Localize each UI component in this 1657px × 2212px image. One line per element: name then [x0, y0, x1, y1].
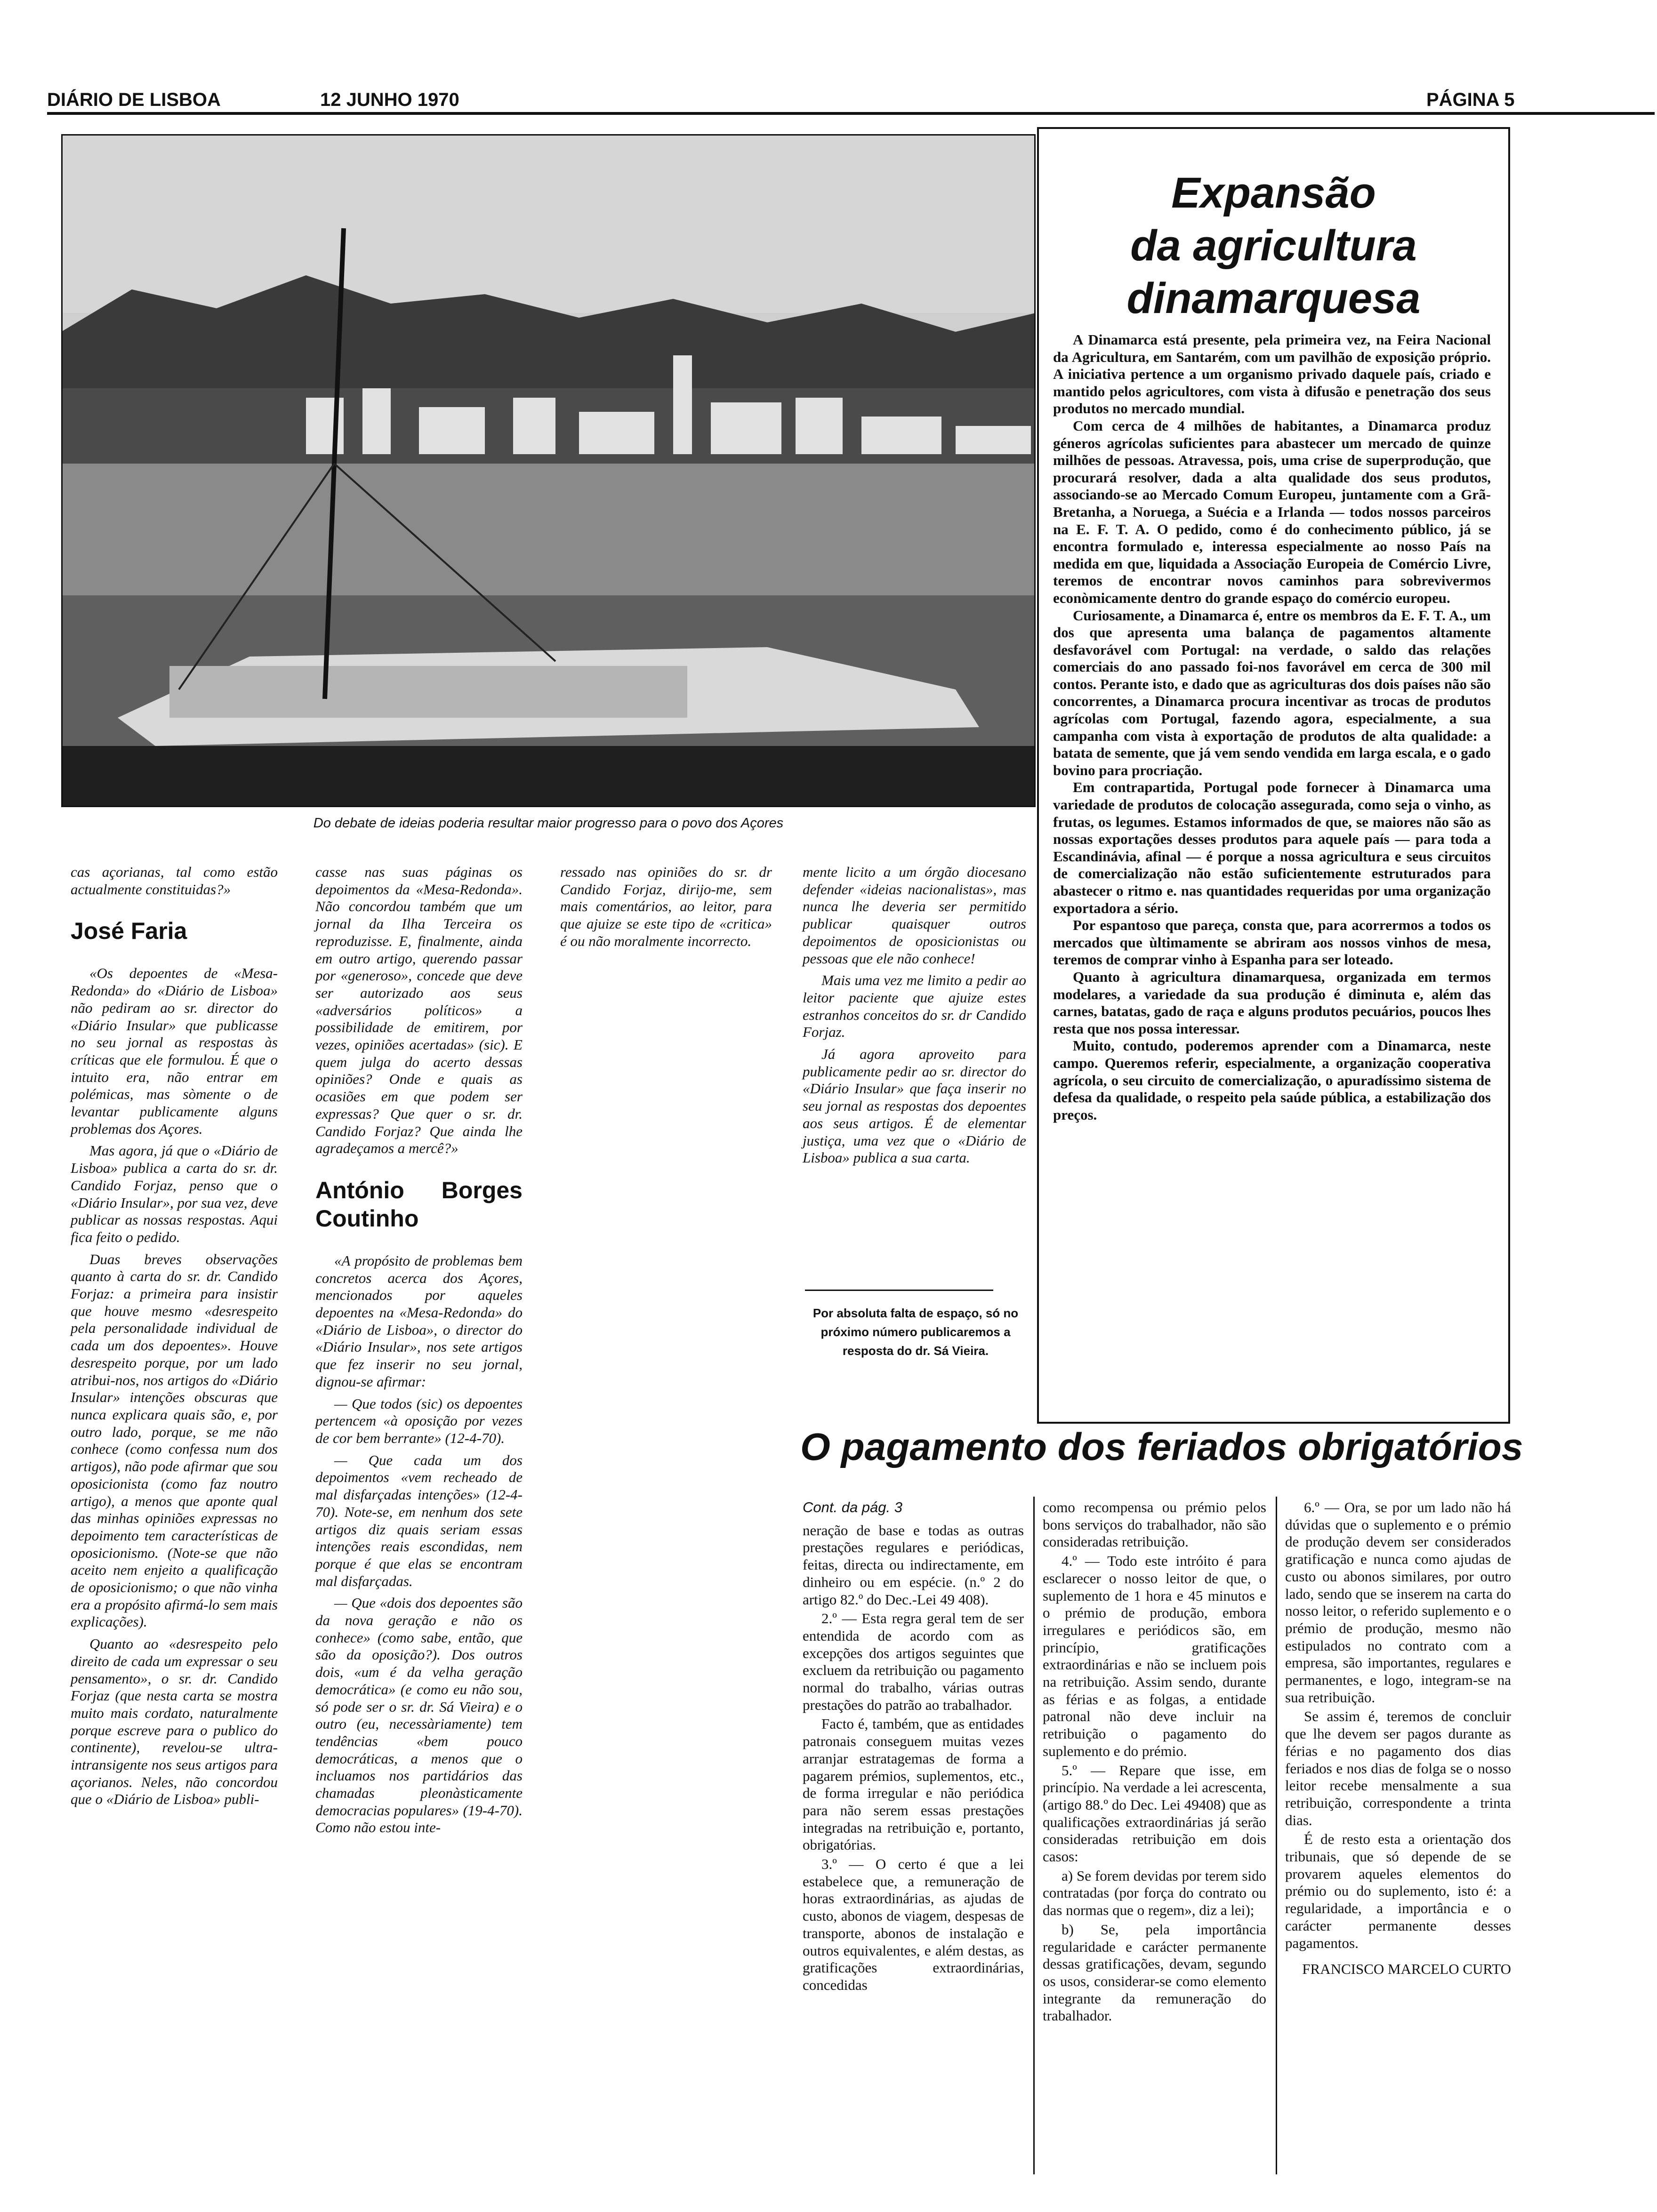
- author-antonio-borges-coutinho: António Borges Coutinho: [315, 1177, 523, 1232]
- paragraph: Por espantoso que pareça, consta que, para acorrermos a todos os mercados que ùltimamente se abriram aos nossos vinhos de mesa, teremos de comprar vinho à Espanha para ser loteado.: [1053, 917, 1491, 968]
- note-divider: [805, 1290, 993, 1291]
- harbor-photo-illustration: [61, 134, 1036, 807]
- paragraph: — Que «dois dos depoentes são da nova geração e não os conhece» (como sabe, então, que são da oposição?). Dos outros dois, «um é da velha geração democrática» (e como eu não sou, só pode ser o sr. dr. Sá Vieira) e o outro (eu, necessàriamente) tem tendências «bem pouco democráticas, a menos que o incluamos nos partidários das chamadas pleonàsticamente democracias populares» (19-4-70). Como não estou inte-: [315, 1595, 523, 1836]
- paragraph: A Dinamarca está presente, pela primeira vez, na Feira Nacional da Agricultura, em Santarém, com um pavilhão de exposição próprio. A iniciativa pertence a um organismo privado daquele país, criado e mantido pelos agricultores, com vista à difusão e penetração dos seus produtos no mercado mundial.: [1053, 331, 1491, 417]
- title-line: da agricultura: [1130, 222, 1417, 270]
- page-number: PÁGINA 5: [1426, 89, 1515, 110]
- agriculture-article-box: [1037, 127, 1510, 1424]
- article-body: [1053, 331, 1491, 1123]
- header-rule: [47, 112, 1655, 115]
- paragraph: «A propósito de problemas bem concretos acerca dos Açores, mencionados por aqueles depoentes na «Mesa-Redonda» do «Diário de Lisboa», o director do «Diário Insular», nos sete artigos que fez inserir no seu jornal, dignou-se afirmar:: [315, 1252, 523, 1390]
- paragraph: É de resto esta a orientação dos tribunais, que só depende de se provarem aqueles elementos do prémio ou do suplemento, isto é: a regularidade, a importância e o carácter permanente desses pagamentos.: [1285, 1831, 1511, 1951]
- letters-column-1: [71, 864, 278, 1813]
- paragraph: mente licito a um órgão diocesano defender «ideias nacionalistas», mas nunca lhe deveria ser permitido publicar quaisquer outros depoimentos de oposicionistas ou pessoas que ele não conhece!: [803, 864, 1026, 967]
- harbor-photo: [61, 134, 1036, 807]
- paragraph: casse nas suas páginas os depoimentos da «Mesa-Redonda». Não concordou também que um jornal da Ilha Terceira os reproduzisse. E, finalmente, ainda em outro artigo, querendo passar por «generoso», concede que deve ser autorizado aos seus «adversários políticos» a possibilidade de emitirem, por vezes, opiniões acertadas» (sic). E quem julga do acerto dessas opiniões? Onde e quais as ocasiões em que podem ser expressas? Que quer o sr. dr. Candido Forjaz? Que ainda lhe agradeçamos a mercê?»: [315, 864, 523, 1157]
- paragraph: — Que cada um dos depoimentos «vem recheado de mal disfarçadas intenções» (12-4-70). Note-se, em nenhum dos sete artigos diz quais seriam essas intenções reais escondidas, nem porque é que elas se encontram mal disfarçadas.: [315, 1451, 523, 1589]
- paragraph: Já agora aproveito para publicamente pedir ao sr. director do «Diário Insular» que faça inserir no seu jornal as respostas dos depoentes aos seus artigos. É de elementar justiça, uma vez que o «Diário de Lisboa» publica a sua carta.: [803, 1046, 1026, 1166]
- paragraph: Duas breves observações quanto à carta do sr. dr. Candido Forjaz: a primeira para insistir que houve mesmo «desrespeito pela personalidade individual de cada um dos depoentes». Houve desrespeito porque, por um lado atribui-nos, nos artigos do «Diário Insular» intenções obscuras que nunca explicara quais são, e, por outro lado, porque, se me não conhece (como confessa num dos artigos), não pode afirmar que sou oposicionista (como faz noutro artigo), a menos que aponte qual das minhas opiniões expressas no depoimento tem características de oposicionismo. (Note-se que não aceito nem enjeito a qualificação de oposicionismo; o que não vinha era a propósito afirmá-lo sem mais explicações).: [71, 1250, 278, 1630]
- paragraph: Mas agora, já que o «Diário de Lisboa» publica a carta do sr. dr. Candido Forjaz, penso que o «Diário Insular», por sua vez, deve publicar as nossas respostas. Aqui fica feito o pedido.: [71, 1142, 278, 1245]
- issue-date: 12 JUNHO 1970: [320, 89, 459, 110]
- paragraph: Quanto à agricultura dinamarquesa, organizada em termos modelares, a variedade da sua produção é diminuta e, além das carnes, batatas, gado de raça e alguns produtos pecuários, poucos lhes resta que nos possa interessar.: [1053, 968, 1491, 1037]
- paragraph: a) Se forem devidas por terem sido contratadas (por força do contrato ou das normas que o regem», diz a lei);: [1043, 1867, 1266, 1919]
- paragraph: Se assim é, teremos de concluir que lhe devem ser pagos durante as férias e no pagamento dos dias feriados e nos dias de folga se o nosso leitor recebe mensalmente a sua retribuição, correspondente a trinta dias.: [1285, 1708, 1511, 1828]
- letters-column-2: [315, 864, 523, 1841]
- paragraph: 6.º — Ora, se por um lado não há dúvidas que o suplemento e o prémio de produção devem ser considerados gratificação e nunca como ajudas de custo ou abonos similares, por outro lado, sendo que se inserem na carta do nosso leitor, o referido suplemento e o prémio de produção, mesmo não estipulados no contrato com a empresa, são importantes, regulares e permanentes, e logo, integram-se na sua retribuição.: [1285, 1499, 1511, 1706]
- paragraph: neração de base e todas as outras prestações regulares e periódicas, feitas, directa ou indirectamente, em dinheiro ou em espécie. (n.º 2 do artigo 82.º do Dec.-Lei 49 408).: [803, 1522, 1024, 1608]
- paragraph: Curiosamente, a Dinamarca é, entre os membros da E. F. T. A., um dos que apresenta uma balança de pagamentos altamente desfavorável com Portugal: na verdade, o saldo das relações comerciais do ano passado foi-nos favorável em cerca de 300 mil contos. Perante isto, e dado que as agriculturas dos dois países não são concorrentes, a Dinamarca procura incentivar as trocas de produtos agrícolas com Portugal, fazendo agora, especialmente, a sua campanha com vista à exportação de produtos de alta qualidade: a batata de semente, que já vem sendo vendida em larga escala, e o gado bovino para procriação.: [1053, 607, 1491, 778]
- paragraph: ressado nas opiniões do sr. dr Candido Forjaz, dirijo-me, sem mais comentários, ao leitor, para que ajuize se este tipo de «critica» é ou não moralmente incorrecto.: [560, 864, 772, 949]
- article-title: [1039, 167, 1508, 325]
- editorial-note: Por absoluta falta de espaço, só no próximo número publicaremos a resposta do dr. Sá Vieira.: [812, 1306, 1019, 1358]
- holiday-column-1: [803, 1499, 1024, 1996]
- paragraph: 4.º — Todo este intróito é para esclarecer o nosso leitor de que, o suplemento de 1 hora e 45 minutos e o prémio de produção, embora irregulares e periódicos são, em princípio, gratificações extraordinárias e não se incluem pois na retribuição. Assim sendo, durante as férias e as folgas, a entidade patronal não deve incluir na retribuição o pagamento do suplemento e do prémio.: [1043, 1553, 1266, 1759]
- title-line: Expansão: [1171, 169, 1376, 217]
- column-divider: [1033, 1497, 1035, 2174]
- title-line: dinamarquesa: [1126, 274, 1421, 322]
- holiday-column-2: [1043, 1499, 1266, 2027]
- paragraph: 2.º — Esta regra geral tem de ser entendida de acordo com as excepções dos artigos seguintes que excluem da retribuição ou pagamento normal do trabalho, várias outras prestações do patrão ao trabalhador.: [803, 1610, 1024, 1713]
- paragraph: 5.º — Repare que isse, em princípio. Na verdade a lei acrescenta, (artigo 88.º do Dec. Lei 49408) que as qualificações extraordinárias já serão consideradas retribuição em dois casos:: [1043, 1762, 1266, 1865]
- paragraph: b) Se, pela importância regularidade e carácter permanente dessas gratificações, devam, segundo os usos, considerar-se como elemento integrante da remuneração do trabalhador.: [1043, 1921, 1266, 2024]
- paragraph: «Os depoentes de «Mesa-Redonda» do «Diário de Lisboa» não pediram ao sr. director do «Diário Insular» que publicasse no seu jornal as respostas às críticas que ele formulou. É que o intuito era, não entrar em polémicas, mas sòmente o de levantar publicamente alguns problemas dos Açores.: [71, 965, 278, 1137]
- author-jose-faria: José Faria: [71, 918, 187, 945]
- holiday-column-3: [1285, 1499, 1511, 1980]
- paragraph: como recompensa ou prémio pelos bons serviços do trabalhador, não são consideradas retribuição.: [1043, 1499, 1266, 1550]
- paragraph: — Que todos (sic) os depoentes pertencem «à oposição por vezes de cor bem berrante» (12-4-70).: [315, 1395, 523, 1446]
- newspaper-name: DIÁRIO DE LISBOA: [47, 89, 221, 110]
- paragraph: Mais uma vez me limito a pedir ao leitor paciente que ajuize estes estranhos conceitos do sr. dr Candido Forjaz.: [803, 972, 1026, 1041]
- photo-caption: Do debate de ideias poderia resultar maior progresso para o povo dos Açores: [313, 816, 784, 831]
- column-divider: [1276, 1497, 1277, 2174]
- paragraph: Com cerca de 4 milhões de habitantes, a Dinamarca produz géneros agrícolas suficientes para abastecer um mercado de quinze milhões de pessoas. Atravessa, pois, uma crise de superprodução, que procurará resolver, dada a alta qualidade dos seus produtos, associando-se ao Mercado Comum Europeu, juntamente com a Grã-Bretanha, a Noruega, a Suécia e a Irlanda — todos nossos parceiros na E. F. T. A. O pedido, como é do conhecimento público, já se encontra formulado e, interessa especialmente ao nosso País na medida em que, liquidada a Associação Europeia de Comércio Livre, teremos de encontrar novos caminhos para sobrevivermos econòmicamente dentro do grande espaço do comércio europeu.: [1053, 417, 1491, 606]
- paragraph: Em contrapartida, Portugal pode fornecer à Dinamarca uma variedade de produtos de colocação assegurada, como seja o vinho, as frutas, os legumes. Estamos informados de que, se maiores não são as nossas exportações desses produtos para aquele país — para toda a Escandinávia, afinal — é porque a nossa agricultura e seus circuitos de comercialização não estão suficientemente estruturados para abastecer o ritmo e. nas quantidades requeridas por uma organização exportadora a sério.: [1053, 779, 1491, 916]
- letter-intro: cas açorianas, tal como estão actualmente constituidas?»: [71, 864, 278, 898]
- holiday-article-headline: O pagamento dos feriados obrigatórios: [800, 1426, 1523, 1468]
- paragraph: Quanto ao «desrespeito pelo direito de cada um expressar o seu pensamento», o sr. dr. Candido Forjaz (que nesta carta se mostra muito mais cordato, naturalmente porque escreve para o publico do continente), revelou-se ultra-intransigente nos seus artigos para açorianos. Neles, não concordou que o «Diário de Lisboa» publi-: [71, 1635, 278, 1808]
- letters-column-3: [560, 864, 772, 955]
- paragraph: Muito, contudo, poderemos aprender com a Dinamarca, neste campo. Queremos referir, especialmente, a organização cooperativa agrícola, o seu circuito de comercialização, o apuradíssimo sistema de defesa da qualidade, o respeito pela saúde pública, a estabilização dos preços.: [1053, 1037, 1491, 1123]
- paragraph: Facto é, também, que as entidades patronais conseguem muitas vezes arranjar estratagemas de forma a pagarem prémios, suplementos, etc., de forma irregular e não periódica para não serem essas prestações integradas na retribuição e, portanto, obrigatórias.: [803, 1715, 1024, 1853]
- continued-from: Cont. da pág. 3: [803, 1499, 902, 1515]
- letters-column-4: [803, 864, 1026, 1171]
- author-signature: FRANCISCO MARCELO CURTO: [1302, 1961, 1511, 1978]
- paragraph: 3.º — O certo é que a lei estabelece que, a remuneração de horas extraordinárias, as ajudas de custo, abonos de viagem, despesas de transporte, abonos de instalação e outros equivalentes, e além destas, as gratificações extraordinárias, concedidas: [803, 1856, 1024, 1993]
